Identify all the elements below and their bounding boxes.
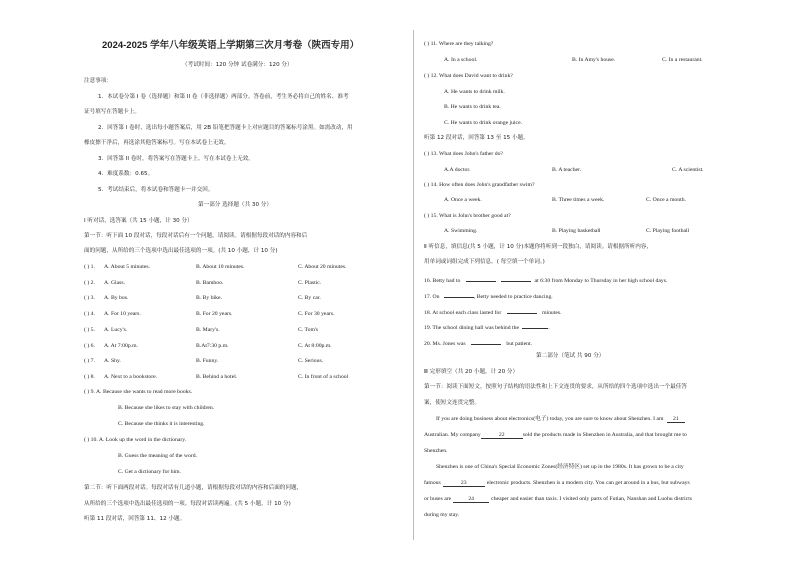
passage-line <box>424 432 687 439</box>
fill-19-text: 19. The school dining hall was behind the <box>424 325 519 331</box>
question-2-option-b: B. Bamboo. <box>196 279 224 286</box>
question-13-option-a: A.A doctor. <box>444 167 471 173</box>
question-9-option-c: C. Because she thinks it is interesting. <box>118 421 205 427</box>
question-7-option-b: B. Funny. <box>196 358 219 365</box>
exam-info: （考试时间：120 分钟 试卷满分：120 分） <box>182 62 293 68</box>
listen-instruction: 听第 12 段对话，回答第 13 至 15 小题。 <box>424 135 529 141</box>
question-11-option-a: A. In a school. <box>444 57 478 63</box>
passage-text: electronic products. Shenzhen is a modern city. You can get around in a bus, but subways <box>486 480 690 486</box>
question-6-option-b: B.At7:30 p.m. <box>196 342 229 349</box>
blank-21[interactable]: 21 <box>667 416 685 423</box>
fill-18 <box>424 307 562 317</box>
passage-line <box>424 480 690 487</box>
question-13: ( ) 13. What does John's father do? <box>424 151 503 157</box>
question-5-option-b: B. Mary's. <box>196 326 220 333</box>
passage-line: during my stay. <box>424 512 460 518</box>
question-2-option-c: C. Plastic. <box>298 279 322 286</box>
section2-intro: 从所给的三个选项中选出最佳选项的一项。每段对话读两遍。(共 5 小题，计 10 分) <box>84 501 291 507</box>
question-12-option-a: A. He wants to drink milk. <box>444 89 505 95</box>
notice-item: 2．回答第 I 卷时，选出每小题答案后，用 2B 铅笔把答题卡上对应题目的答案标号涂黑。如需改动，用 <box>98 125 353 131</box>
question-9: ( ) 9. A. Because she wants to read more books. <box>84 389 193 395</box>
question-4-option-c: C. For 30 years. <box>298 311 335 318</box>
question-7-option-c: C. Serious. <box>298 358 324 365</box>
section1-heading: Ⅰ 听对话，选答案（共 15 小题，计 30 分） <box>84 218 193 224</box>
fill-17 <box>424 291 553 301</box>
question-14: ( ) 14. How often does John's grandfather swim? <box>424 182 535 188</box>
question-8-question-number: ( ) 8. <box>84 373 95 380</box>
question-4-question-number: ( ) 4. <box>84 311 95 318</box>
question-9-option-b: B. Because she likes to stay with children. <box>118 405 215 411</box>
question-10-option-c: C. Get a dictionary for him. <box>118 469 182 475</box>
fill-17-text: 17. On <box>424 294 440 300</box>
passage-line: Shenzhen. <box>424 448 448 454</box>
fill-20-text: 20. Ms. Jones was <box>424 341 466 347</box>
section2-heading: Ⅱ 听信息，填信息(共 5 小题，计 10 分)本题你将听到一段独白，请阅读。请根据所听内容， <box>424 244 653 250</box>
fill-20-text-end: but patient. <box>506 341 532 347</box>
part2-heading: 第二部分（笔试 共 90 分） <box>536 353 605 359</box>
question-11-option-c: C. In a restaurant. <box>662 57 703 63</box>
blank-19[interactable] <box>522 322 548 329</box>
blank-24[interactable]: 24 <box>453 496 489 503</box>
question-14-option-a: A. Once a week. <box>444 197 482 203</box>
question-14-option-b: B. Three times a week. <box>552 197 605 203</box>
passage-line <box>424 496 692 503</box>
passage-text: If you are doing business about electronics(电子) today, you are sure to know about Shenzhen. I am <box>436 416 664 422</box>
blank-18[interactable] <box>507 307 537 314</box>
fill-20 <box>424 338 532 348</box>
notice-item: 橡皮擦干净后，再选涂其他答案标号。写在本试卷上无效。 <box>84 140 230 146</box>
question-12-option-c: C. He wants to drink orange juice. <box>444 120 523 126</box>
passage-text: sold the products made in Shenzhen in Australia, and that brought me to <box>522 432 687 438</box>
exam-title: 2024-2025 学年八年级英语上学期第三次月考卷（陕西专用） <box>102 40 360 51</box>
question-11: ( ) 11. Where are they talking? <box>424 41 494 47</box>
notice-item: 1．本试卷分第 I 卷（选择题）和第 II 卷（非选择题）两部分。答卷前，考生务必将自己的姓名、准考 <box>98 94 349 100</box>
question-8-option-a: A. Next to a bookstore. <box>104 373 158 380</box>
fill-17-text-end: , Betty needed to practice dancing. <box>473 294 553 300</box>
question-6-question-number: ( ) 6. <box>84 342 95 349</box>
question-7-question-number: ( ) 7. <box>84 358 95 365</box>
fill-16-text: 16. Betty had to <box>424 278 461 284</box>
question-12: ( ) 12. What does David want to drink? <box>424 73 513 79</box>
section1-intro: 面的问题，从所给的三个选项中选出最佳选项的一项。(共 10 小题，计 10 分) <box>84 248 278 254</box>
fill-16-text-end: at 6:30 from Monday to Thursday in her high school days. <box>534 278 668 284</box>
question-3-option-b: B. By bike. <box>196 295 222 302</box>
notice-item: 证号填写在答题卡上。 <box>84 109 140 115</box>
part1-heading: 第一部分 选择题（共 30 分） <box>198 202 272 208</box>
blank-23[interactable]: 23 <box>443 480 485 487</box>
question-14-option-c: C. Once a month. <box>646 197 686 203</box>
fill-16 <box>424 275 667 285</box>
question-10: ( ) 10. A. Look up the word in the dictionary. <box>84 437 187 443</box>
fill-19-text-end: . <box>548 325 550 331</box>
question-5-option-a: A. Lucy's. <box>104 326 128 333</box>
section1-intro: 第一节：听下面 10 段对话，每段对话后有一个问题，请阅读。请根据每段对话的内容和后 <box>84 233 308 239</box>
question-6-option-a: A. At 7:00p.m. <box>104 342 138 349</box>
question-8-option-b: B. Behind a hotel. <box>196 373 238 380</box>
question-13-option-b: B. A teacher. <box>552 167 582 173</box>
question-3-option-c: C. By car. <box>298 295 321 302</box>
blank-16a[interactable] <box>466 275 496 282</box>
passage-text: or buses are <box>424 496 452 502</box>
section2-instruction: 用单词或词组完成下列信息。( 每空填一个单词。) <box>424 259 545 265</box>
question-2-option-a: A. Glass. <box>104 279 126 286</box>
blank-22[interactable]: 22 <box>481 432 523 439</box>
passage-line: Shenzhen is one of China's Special Economic Zones(经济特区) set up in the 1980s. It has grown to be a city <box>436 464 684 470</box>
question-15-option-c: C. Playing football <box>646 228 690 234</box>
section2-instruction: 听第 11 段对话，回答第 11、12 小题。 <box>84 516 186 522</box>
question-12-option-b: B. He wants to drink tea. <box>444 104 501 110</box>
question-2-question-number: ( ) 2. <box>84 279 95 286</box>
question-1-option-b: B. About 10 minutes. <box>196 264 245 270</box>
fill-19 <box>424 322 550 332</box>
question-11-option-b: B. In Amy's house. <box>572 57 616 63</box>
question-6-option-c: C. At 8:00p.m. <box>298 342 332 349</box>
question-15-option-a: A. Swimming. <box>444 228 478 234</box>
passage-text: Australian. My company <box>424 432 481 438</box>
passage-line <box>436 416 685 423</box>
notice-heading: 注意事项： <box>84 78 112 84</box>
passage-text: famous <box>424 480 441 486</box>
question-4-option-b: B. For 20 years. <box>196 311 233 318</box>
notice-item: 3．回答第 II 卷时，将答案写在答题卡上。写在本试卷上无效。 <box>98 156 254 162</box>
question-5-option-c: C. Tom's <box>298 326 319 333</box>
question-3-question-number: ( ) 3. <box>84 295 95 302</box>
question-1-question-number: ( ) 1. <box>84 264 95 270</box>
fill-18-text-end: minutes. <box>542 310 562 316</box>
question-13-option-c: C. A scientist. <box>672 167 704 173</box>
section3-intro: 案，使短文连贯完整。 <box>424 400 480 406</box>
question-1-option-a: A. About 5 minutes. <box>104 264 150 270</box>
question-15: ( ) 15. What is John's brother good at? <box>424 213 511 219</box>
blank-16b[interactable] <box>501 275 531 282</box>
left-column <box>84 0 402 562</box>
question-3-option-a: A. By bus. <box>104 295 129 302</box>
blank-17[interactable] <box>444 291 474 298</box>
question-15-option-b: B. Playing basketball <box>552 228 601 234</box>
right-column <box>424 0 742 562</box>
question-5-question-number: ( ) 5. <box>84 326 95 333</box>
passage-text: cheaper and easier than taxis. I visited only parts of Futian, Nanshan and Luohu districts <box>491 496 693 502</box>
blank-20[interactable] <box>471 338 501 345</box>
question-4-option-a: A. For 10 years. <box>104 311 141 318</box>
fill-18-text: 18. At school each class lasted for <box>424 310 502 316</box>
notice-item: 5．考试结束后，将本试卷和答题卡一并交回。 <box>98 187 214 193</box>
column-divider <box>413 30 414 540</box>
question-10-option-b: B. Guess the meaning of the word. <box>118 453 197 459</box>
question-8-option-c: C. In front of a school <box>298 373 349 380</box>
section2-intro: 第二节：听下面两段对话。每段对话有几道小题，请根据每段对话的内容和后面的问题， <box>84 485 303 491</box>
notice-item: 4．难度系数：0.65。 <box>98 171 154 177</box>
section3-intro: 第一节：阅读下面短文，按照句子结构的语法性和上下文连贯的要求，从所给的四个选项中选出一个最佳答 <box>424 384 687 390</box>
section3-heading: Ⅲ 完形填空（共 20 小题，计 20 分） <box>424 369 519 375</box>
question-1-option-c: C. About 20 minutes. <box>298 264 347 270</box>
question-7-option-a: A. Shy. <box>104 358 121 365</box>
